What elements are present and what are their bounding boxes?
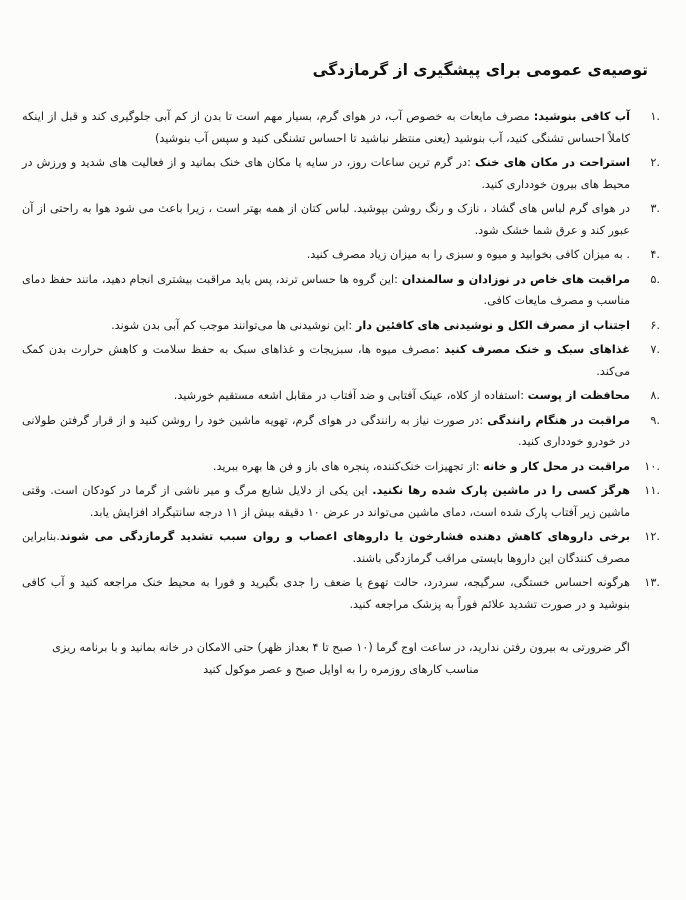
- item-heading: هرگز کسی را در ماشین پارک شده رها نکنید.: [372, 484, 630, 497]
- list-item: [22, 315, 660, 337]
- item-text: :این گروه ها حساس ترند، پس باید مراقبت بیشتری انجام دهید، مانند حفظ دمای مناسب و مصرف مایعات کافی.: [22, 272, 630, 307]
- item-text: در هوای گرم لباس های گشاد ، نازک و رنگ روشن بپوشید. لباس کتان از همه بهتر است ، زیرا باعث می شود هوا به راحتی از آن عبور کند و عرق شما خشک شود.: [22, 202, 630, 237]
- list-item: [22, 106, 660, 149]
- item-text: :این نوشیدنی ها می‌توانند موجب کم آبی بدن شوند.: [111, 318, 356, 332]
- list-item: [22, 269, 660, 312]
- item-number: .۱۱: [644, 484, 660, 497]
- item-text: :در گرم ترین ساعات روز، در سایه یا مکان های خنک بمانید و از فعالیت های شدید و ورزش در محیط های بیرون خودداری کنید.: [22, 156, 630, 191]
- list-item: [22, 198, 660, 241]
- list-item: [22, 244, 660, 266]
- item-number: .۲: [650, 156, 660, 169]
- list-item: [22, 572, 660, 615]
- item-text: هرگونه احساس خستگی، سرگیجه، سردرد، حالت تهوع یا ضعف را جدی بگیرید و فورا به محیط خنک مراجعه کنید و آب کافی بنوشید و در صورت تشدید علائم فوراً به پزشک مراجعه کنید.: [22, 576, 630, 611]
- item-text: .بنابراین مصرف کنندگان این داروها بایستی مراقب گرمازدگی باشند.: [22, 530, 630, 565]
- item-number: .۷: [650, 343, 660, 356]
- item-heading: محافظت از پوست: [527, 389, 630, 402]
- item-number: .۸: [650, 389, 660, 402]
- list-item: [22, 410, 660, 453]
- item-heading: برخی داروهای کاهش دهنده فشارخون یا داروهای اعصاب و روان سبب تشدید گرمازدگی می شوند: [59, 530, 630, 543]
- item-number: .۱۳: [644, 576, 660, 589]
- list-item: [22, 456, 660, 478]
- item-text: . به میزان کافی بخوابید و میوه و سبزی را به میزان زیاد مصرف کنید.: [306, 248, 630, 261]
- list-item: [22, 480, 660, 523]
- tips-list: [22, 106, 660, 615]
- list-item: [22, 339, 660, 382]
- item-number: .۴: [650, 248, 660, 261]
- item-number: .۹: [650, 413, 660, 427]
- item-text: :مصرف میوه ها، سبزیجات و غذاهای سبک به حفظ سلامت و کاهش حرارت بدن کمک می‌کند.: [22, 343, 630, 378]
- item-number: .۱۰: [644, 459, 660, 473]
- item-heading: غذاهای سبک و خنک مصرف کنید: [444, 343, 630, 356]
- item-number: .۶: [650, 318, 660, 332]
- item-heading: اجتناب از مصرف الکل و نوشیدنی های کافئین دار: [355, 318, 630, 332]
- item-number: .۱: [650, 110, 660, 123]
- item-text: این یکی از دلایل شایع مرگ و میر ناشی از گرما در کودکان است. وقتی ماشین زیر آفتاب پارک شده است، دمای ماشین می‌تواند در عرض ۱۰ دقیقه بیش از ۱۱ درجه سانتیگراد افزایش یابد.: [22, 484, 630, 519]
- list-item: [22, 152, 660, 195]
- item-text: :استفاده از کلاه، عینک آفتابی و ضد آفتاب در مقابل اشعه مستقیم خورشید.: [173, 389, 528, 402]
- item-number: .۱۲: [644, 530, 660, 543]
- item-text: :از تجهیزات خنک‌کننده، پنجره های باز و فن ها بهره ببرید.: [212, 459, 484, 473]
- item-number: .۵: [650, 272, 660, 286]
- item-heading: مراقبت در محل کار و خانه: [483, 459, 630, 473]
- list-item: [22, 526, 660, 569]
- item-number: .۳: [650, 202, 660, 215]
- item-text: مصرف مایعات به خصوص آب، در هوای گرم، بسیار مهم است تا بدن از کم آبی جلوگیری کند و قبل از اینکه کاملاً احساس تشنگی کنید، آب بنوشید (یعنی منتظر نباشید تا احساس تشنگی کنید و سپس آب بنوشید): [22, 110, 630, 145]
- item-heading: آب کافی بنوشید:: [533, 110, 630, 123]
- item-heading: استراحت در مکان های خنک: [475, 156, 630, 169]
- footer-note: اگر ضرورتی به بیرون رفتن ندارید، در ساعت اوج گرما (۱۰ صبح تا ۴ بعداز ظهر) حتی الامکان در خانه بمانید و با برنامه ریزی مناسب کارهای روزمره را به اوایل صبح و عصر موکول کنید: [52, 641, 630, 676]
- item-text: :در صورت نیاز به رانندگی در هوای گرم، تهویه ماشین خود را روشن کنید و از قرار گرفتن طولانی در خودرو خودداری کنید.: [22, 413, 630, 448]
- list-item: [22, 385, 660, 407]
- item-heading: مراقبت های خاص در نوزادان و سالمندان: [401, 272, 630, 286]
- page-title: توصیه‌ی عمومی برای پیشگیری از گرمازدگی: [312, 61, 648, 79]
- item-heading: مراقبت در هنگام رانندگی: [487, 413, 630, 427]
